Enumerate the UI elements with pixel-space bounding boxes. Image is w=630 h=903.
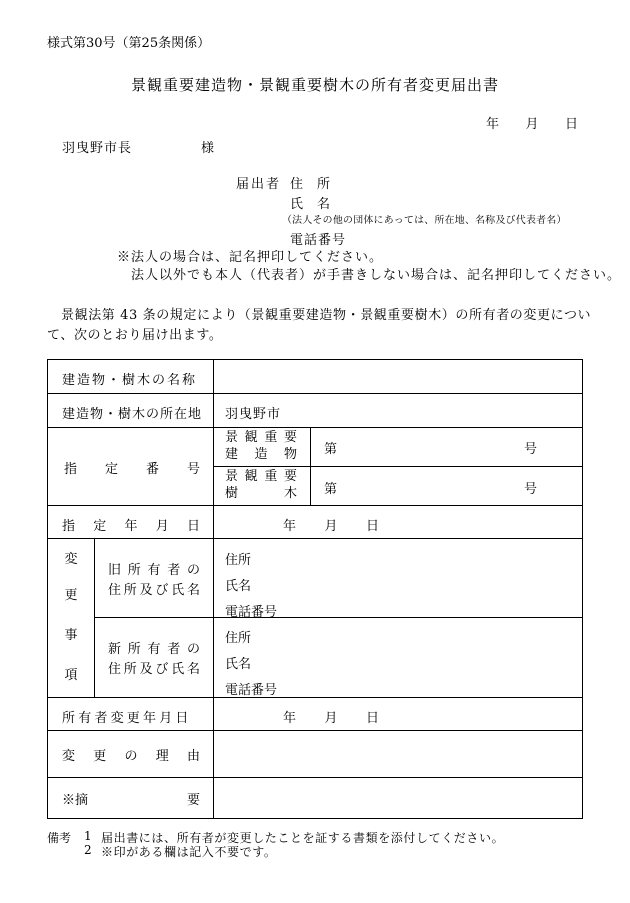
building-dai: 第 (324, 442, 338, 457)
applicant-name-label: 氏 名 (290, 197, 330, 212)
old-owner-address[interactable]: 住所 (225, 553, 252, 568)
new-owner-name[interactable]: 氏名 (225, 657, 252, 672)
designation-number-label: 指 定 番 号 (64, 462, 200, 477)
old-owner-fields (225, 548, 277, 626)
building-number-field[interactable] (338, 428, 518, 465)
change-notification-table (47, 359, 583, 819)
tree-go: 号 (524, 482, 538, 497)
change-date-field[interactable]: 年 月 日 (283, 711, 379, 726)
designation-date-field[interactable]: 年 月 日 (283, 519, 379, 534)
old-owner-phone[interactable]: 電話番号 (225, 605, 278, 620)
remarks-label: 備考 (47, 831, 72, 845)
addressee-honorific: 様 (201, 141, 215, 156)
summary-field (214, 778, 582, 818)
change-date-label: 所有者変更年月日 (62, 711, 192, 726)
applicant-phone-label: 電話番号 (290, 233, 347, 248)
new-owner-label: 新 所 有 者 の 住 所 及 び 氏 名 (108, 642, 200, 677)
remark-1-text: 届出書には、所有者が変更したことを証する書類を添付してください。 (101, 831, 505, 845)
summary-label: ※摘 要 (62, 793, 200, 808)
tree-dai: 第 (324, 482, 338, 497)
remark-2-number: 2 (84, 843, 92, 857)
new-owner-address[interactable]: 住所 (225, 631, 252, 646)
change-items-label: 変 更 事 項 (64, 552, 78, 683)
building-go: 号 (524, 442, 538, 457)
addressee-name: 羽曳野市長 (62, 141, 133, 156)
landscape-building-label: 景 観 重 要 建 造 物 (225, 430, 297, 462)
structure-name-label: 建造物・樹木の名称 (62, 373, 198, 388)
landscape-tree-label: 景 観 重 要 樹 木 (225, 469, 297, 501)
body-line-2: て、次のとおり届け出ます。 (47, 328, 223, 343)
applicant-address-label: 住 所 (290, 177, 330, 192)
date-month: 月 (525, 117, 539, 132)
remark-1-number: 1 (84, 829, 92, 843)
form-number: 様式第30号（第25条関係） (47, 36, 211, 51)
body-line-1: 景観法第 43 条の規定により（景観重要建造物・景観重要樹木）の所有者の変更につい (61, 308, 592, 323)
date-year: 年 (486, 117, 500, 132)
remark-2-text: ※印がある欄は記入不要です。 (101, 845, 277, 859)
structure-name-field[interactable] (214, 360, 582, 393)
change-reason-field[interactable] (214, 731, 582, 777)
new-owner-phone[interactable]: 電話番号 (225, 683, 278, 698)
old-owner-name[interactable]: 氏名 (225, 579, 252, 594)
designation-date-label: 指 定 年 月 日 (62, 519, 200, 534)
structure-location-label: 建造物・樹木の所在地 (62, 407, 203, 422)
old-owner-label: 旧 所 有 者 の 住 所 及 び 氏 名 (108, 563, 200, 598)
date-day: 日 (564, 117, 578, 132)
new-owner-fields (225, 626, 277, 704)
document-title: 景観重要建造物・景観重要樹木の所有者変更届出書 (130, 76, 499, 94)
note-corporation: ※法人の場合は、記名押印してください。 (117, 250, 384, 265)
change-reason-label: 変 更 の 理 由 (62, 749, 200, 764)
structure-location-value[interactable]: 羽曳野市 (225, 407, 282, 422)
applicant-name-note: （法人その他の団体にあっては、所在地、名称及び代表者名） (282, 213, 567, 226)
note-handwriting: 法人以外でも本人（代表者）が手書きしない場合は、記名押印してください。 (131, 268, 622, 283)
applicant-label: 届出者 (236, 177, 282, 192)
tree-number-field[interactable] (338, 467, 518, 504)
submission-date (486, 113, 578, 132)
